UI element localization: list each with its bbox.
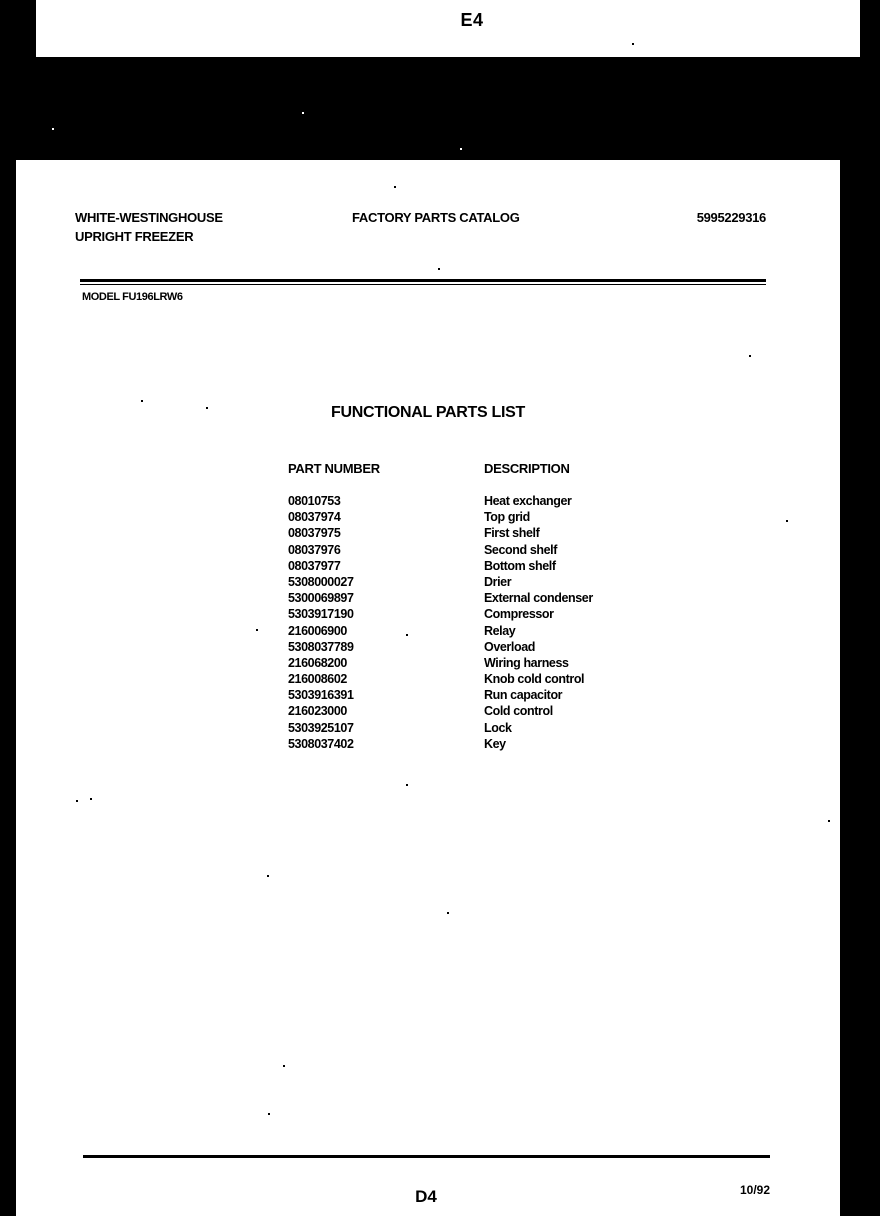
table-row (288, 671, 644, 687)
scan-speck (283, 1065, 285, 1067)
scan-speck (438, 268, 440, 270)
description-cell: Key (484, 736, 506, 751)
part-number-cell: 5300069897 (288, 591, 354, 606)
scan-speck (141, 400, 143, 402)
brand-name: WHITE-WESTINGHOUSE (75, 210, 223, 225)
film-frame-strip (36, 0, 860, 57)
table-row (288, 639, 644, 655)
table-row (288, 493, 644, 509)
catalog-page (16, 160, 840, 1216)
scan-speck (447, 912, 449, 914)
catalog-number: 5995229316 (696, 210, 766, 225)
table-row (288, 574, 644, 590)
table-row (288, 525, 644, 541)
scan-speck (302, 112, 304, 114)
scan-speck (267, 875, 269, 877)
description-cell: Drier (484, 574, 512, 589)
parts-table-body (288, 493, 644, 752)
part-number-cell: 5308037402 (288, 736, 354, 751)
table-row (288, 558, 644, 574)
table-row (288, 542, 644, 558)
scan-speck (268, 1113, 270, 1115)
description-cell: External condenser (484, 591, 593, 606)
footer-rule (83, 1155, 770, 1158)
catalog-title: FACTORY PARTS CATALOG (352, 210, 520, 225)
table-row (288, 590, 644, 606)
column-header-part-number: PART NUMBER (288, 461, 380, 476)
part-number-cell: 08010753 (288, 494, 341, 508)
description-cell: First shelf (484, 526, 540, 541)
header-rule-thin (80, 284, 766, 285)
model-number: MODEL FU196LRW6 (82, 291, 183, 303)
scan-speck (206, 407, 208, 409)
table-row (288, 509, 644, 525)
description-cell: Heat exchanger (484, 494, 572, 508)
part-number-cell: 216008602 (288, 672, 347, 687)
part-number-cell: 5303917190 (288, 607, 354, 622)
part-number-cell: 5308000027 (288, 574, 354, 589)
frame-label: E4 (460, 10, 484, 30)
section-title: FUNCTIONAL PARTS LIST (331, 404, 525, 421)
scan-speck (90, 798, 92, 800)
description-cell: Second shelf (484, 542, 557, 557)
table-row (288, 720, 644, 736)
part-number-cell: 216068200 (288, 655, 347, 670)
product-type: UPRIGHT FREEZER (75, 229, 194, 244)
revision-date: 10/92 (739, 1183, 770, 1197)
scan-speck (632, 43, 634, 45)
description-cell: Wiring harness (484, 655, 569, 670)
part-number-cell: 216023000 (288, 704, 347, 719)
part-number-cell: 08037975 (288, 526, 341, 541)
description-cell: Knob cold control (484, 672, 585, 687)
column-header-description: DESCRIPTION (484, 461, 570, 476)
description-cell: Compressor (484, 607, 554, 622)
description-cell: Cold control (484, 704, 553, 719)
part-number-cell: 216006900 (288, 623, 347, 638)
header-rule (80, 279, 766, 282)
description-cell: Relay (484, 623, 516, 638)
description-cell: Top grid (484, 510, 530, 525)
parts-table (288, 493, 644, 752)
scan-speck (394, 186, 396, 188)
description-cell: Lock (484, 720, 512, 735)
scan-speck (256, 629, 258, 631)
part-number-cell: 5303925107 (288, 720, 354, 735)
scan-speck (460, 148, 462, 150)
scan-speck (406, 634, 408, 636)
part-number-cell: 08037977 (288, 558, 341, 573)
part-number-cell: 08037976 (288, 542, 341, 557)
scan-speck (786, 520, 788, 522)
table-row (288, 703, 644, 719)
scan-speck (76, 800, 78, 802)
table-row (288, 687, 644, 703)
scan-speck (52, 128, 54, 130)
description-cell: Overload (484, 639, 535, 654)
table-row (288, 655, 644, 671)
page-number: D4 (415, 1187, 437, 1206)
part-number-cell: 5303916391 (288, 688, 354, 703)
scan-speck (798, 180, 800, 182)
part-number-cell: 08037974 (288, 510, 341, 525)
scan-speck (749, 355, 751, 357)
scan-speck (822, 211, 824, 213)
table-row (288, 736, 644, 752)
description-cell: Bottom shelf (484, 558, 556, 573)
part-number-cell: 5308037789 (288, 639, 354, 654)
scan-speck (406, 784, 408, 786)
description-cell: Run capacitor (484, 688, 563, 703)
scan-speck (828, 822, 830, 824)
brand-block (75, 208, 223, 246)
table-row (288, 606, 644, 622)
table-row (288, 623, 644, 639)
